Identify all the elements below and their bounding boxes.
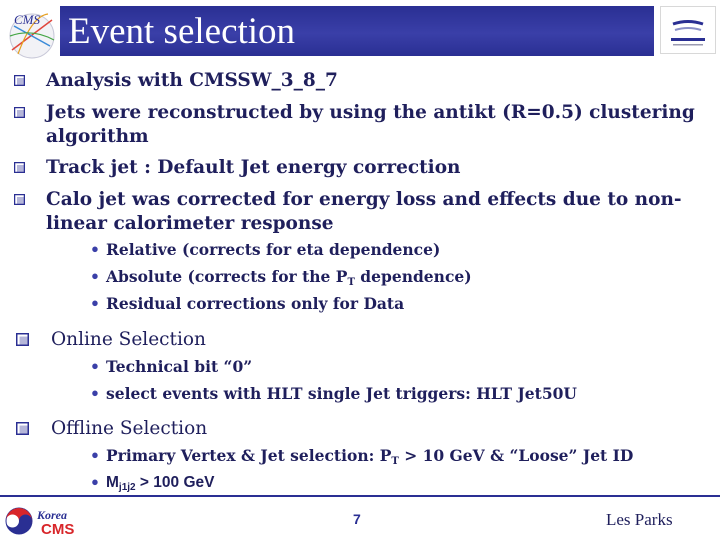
- corner-logo-text: CMS: [14, 12, 40, 27]
- bullet-text: Track jet : Default Jet energy correction: [46, 157, 461, 178]
- sub-item-text: Residual corrections only for Data: [106, 294, 405, 313]
- page-title: Event selection: [68, 11, 296, 52]
- checkbox-bullet-icon: [14, 107, 25, 118]
- sub-item-text: Relative (corrects for eta dependence): [106, 240, 441, 259]
- dot-bullet-icon: •: [90, 384, 100, 403]
- bullet-text: Analysis with CMSSW_3_8_7: [46, 70, 338, 91]
- footer-divider: [0, 495, 720, 497]
- dot-bullet-icon: •: [90, 446, 100, 465]
- author-name: Les Parks: [606, 510, 673, 529]
- cms-logo-icon: [4, 6, 60, 62]
- sub-item-text: Absolute (corrects for the $P_T$ dependence): [106, 267, 472, 288]
- dot-bullet-icon: •: [90, 294, 100, 313]
- logo-text-bottom: CMS: [41, 521, 75, 537]
- checkbox-bullet-icon: [14, 162, 25, 173]
- sub-item-text: Primary Vertex & Jet selection: $P_T > 10$ GeV & “Loose” Jet ID: [106, 446, 634, 467]
- sub-item-text: select events with HLT single Jet triggers: HLT Jet50U: [106, 384, 577, 403]
- checkbox-bullet-icon: [14, 194, 25, 205]
- sub-item-text: $M_{j1j2} > 100$ GeV: [106, 474, 215, 493]
- korea-cms-logo-icon: [4, 505, 98, 537]
- checkbox-bullet-icon: [16, 422, 29, 435]
- dot-bullet-icon: •: [90, 240, 100, 259]
- logo-text-top: Korea: [37, 508, 67, 522]
- title-bar: [0, 6, 720, 56]
- dot-bullet-icon: •: [90, 267, 100, 286]
- bullet-text-line2: linear calorimeter response: [46, 213, 334, 234]
- checkbox-bullet-icon: [16, 333, 29, 346]
- dot-bullet-icon: •: [90, 473, 100, 492]
- dot-bullet-icon: •: [90, 357, 100, 376]
- bullet-text-line2: algorithm: [46, 126, 149, 147]
- sub-item-text: Technical bit “0”: [106, 357, 253, 376]
- bullet-text-line1: Calo jet was corrected for energy loss and effects due to non-: [46, 189, 682, 210]
- checkbox-bullet-icon: [14, 75, 25, 86]
- university-logo-icon: [660, 6, 716, 54]
- bullet-text-line1: Jets were reconstructed by using the antikt (R=0.5) clustering: [46, 102, 695, 123]
- page-number: 7: [353, 511, 361, 527]
